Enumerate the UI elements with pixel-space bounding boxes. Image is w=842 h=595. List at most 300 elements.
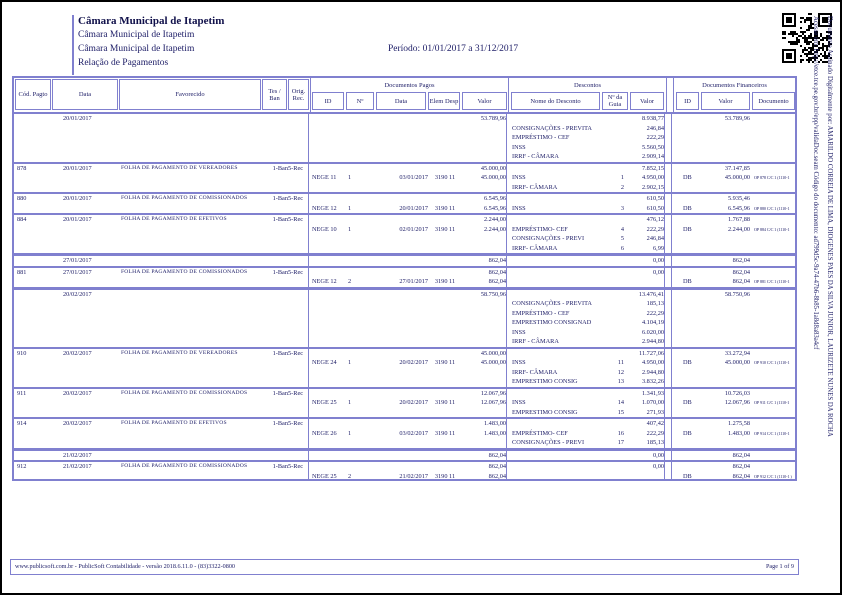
table-line-desconto [14,299,795,309]
cell-descvalor: 0,00 [652,463,664,470]
cell-dpvalor: 1.483,00 [483,429,506,437]
cell-dfdoc [752,377,797,387]
cell-dpelem [428,114,462,124]
cell-dpelem [428,337,462,347]
cell-descnome [509,389,602,399]
report-period: Período: 01/01/2017 a 31/12/2017 [388,44,519,54]
cell-dfdoc [752,419,797,429]
cell-dpid [310,234,346,244]
cell-dpdata [376,408,428,418]
cell-descguia: 11 [617,359,624,366]
cell-descguia [602,215,630,225]
cell-dpelem [428,451,462,461]
cell-dfdoc [752,337,797,347]
cell-descvalor: 0,00 [652,257,664,264]
cell-descguia [602,143,630,153]
cell-dpdata [376,337,428,347]
cell-orig [288,183,310,193]
cell-fav: FOLHA DE PAGAMENTO DE VEREADORES [121,349,238,356]
cell-dpvalor [462,152,509,162]
cell-descvalor [630,277,666,287]
cell-dpid: NEGE 24 [312,359,337,366]
cell-dpdata [376,451,428,461]
cell-descvalor: 610,50 [646,195,664,202]
cell-cod: 878 [17,164,27,172]
header-divider [666,78,667,112]
cell-fav [119,124,262,134]
cell-orig [288,451,310,461]
cell-data [52,183,119,193]
cell-fav [119,398,262,408]
cell-data: 20/02/2017 [63,349,92,357]
cell-descnome: CONSIGNAÇÕES - PREVI [512,439,585,446]
cell-dpdata [376,215,428,225]
cell-dpid [310,152,346,162]
cell-dpid [310,349,346,359]
cell-dfdoc [752,299,797,309]
cell-dfid: DB [683,278,692,285]
cell-cod [14,318,52,328]
cell-dfvalor: 862,04 [732,257,750,264]
cell-dpn: 1 [348,429,352,437]
col-header-desc-nome: Nome do Desconto [511,92,600,110]
cell-data [52,133,119,143]
cell-dpid: NEGE 12 [312,278,337,285]
cell-dpdata [376,164,428,174]
cell-dpdata [376,152,428,162]
cell-dpdata [376,462,428,472]
cell-dpn [346,318,376,328]
cell-dfvalor: 2.244,00 [727,225,750,233]
cell-dpdata [376,114,428,124]
cell-tes [262,328,288,338]
cell-cod [14,408,52,418]
cell-gap [666,194,674,204]
cell-cod [14,183,52,193]
cell-data [52,377,119,387]
cell-dpn [346,438,376,448]
cell-dfdoc [752,124,797,134]
cell-dpid [310,124,346,134]
cell-fav [119,204,262,214]
cell-dpvalor [462,337,509,347]
cell-dfvalor [701,309,752,319]
cell-dfvalor: 5.935,46 [727,195,750,202]
table-header [12,76,797,114]
cell-tes [262,472,288,482]
cell-dfvalor: 45.000,00 [724,174,750,181]
cell-dfvalor [701,143,752,153]
cell-gap [666,204,674,214]
cell-orig [288,377,310,387]
table-line-payment [14,417,795,429]
cell-dfdoc: OP 911 C/C 1 (1110-1 [754,400,790,405]
cell-cod [14,290,52,300]
cell-dpid [310,451,346,461]
cell-dpdata [376,290,428,300]
cell-dfdoc [752,438,797,448]
cell-data: 27/01/2017 [63,268,92,276]
cell-tes [262,143,288,153]
group-header-descontos: Descontos [573,81,602,89]
cell-descguia [602,337,630,347]
cell-data: 27/01/2017 [63,257,92,264]
cell-data: 21/02/2017 [63,463,92,470]
cell-fav [119,309,262,319]
page-footer [10,559,799,575]
cell-tes [262,358,288,368]
cell-gap [666,349,674,359]
cell-gap [666,234,674,244]
cell-dfvalor: 1.767,88 [727,216,750,223]
cell-dfdoc [752,114,797,124]
cell-dpid [310,299,346,309]
cell-descnome: INSS [512,204,526,212]
cell-dfvalor [701,244,752,254]
cell-gap [666,143,674,153]
cell-dfvalor: 862,04 [732,472,750,480]
col-header-df-id: ID [676,92,699,110]
cell-cod: 912 [17,463,27,470]
cell-descguia: 1 [620,174,624,181]
cell-dpdata [376,349,428,359]
cell-descvalor: 6.020,00 [641,328,664,336]
cell-dfid [674,133,701,143]
cell-dpvalor: 2.244,00 [483,225,506,233]
cell-descnome [509,349,602,359]
cell-dpid: NEGE 12 [312,204,337,212]
cell-gap [666,438,674,448]
cell-data [52,299,119,309]
cell-dpdata [376,256,428,266]
cell-dfdoc [752,164,797,174]
table-line-desconto [14,244,795,254]
cell-dfid [674,318,701,328]
cell-descvalor: 222,29 [646,134,664,141]
cell-orig [288,429,310,439]
cell-dfid [674,419,701,429]
cell-dpvalor [462,377,509,387]
table-line-desconto [14,309,795,319]
cell-orig [288,256,310,266]
cell-orig [288,318,310,328]
cell-dfdoc: OP 878 C/C 1 (1110-1 [754,175,790,180]
cell-cod [14,234,52,244]
cell-tes [262,299,288,309]
cell-dfdoc: OP 880 C/C 1 (1110-1 [754,205,790,211]
cell-dfid [674,299,701,309]
cell-dpid: NEGE 26 [312,429,337,437]
cell-fav [119,337,262,347]
cell-cod [14,309,52,319]
header-frame-line [72,15,74,75]
cell-cod [14,173,52,183]
cell-dpelem: 3190 11 [434,278,456,285]
cell-dfvalor [701,133,752,143]
cell-dpelem [428,299,462,309]
cell-tes [262,225,288,235]
cell-descguia: 6 [620,244,624,252]
cell-dfvalor [701,408,752,418]
cell-dpn: 2 [348,472,352,480]
table-line-desconto [14,368,795,378]
col-header-df-doc: Documento [752,92,795,110]
cell-gap [666,290,674,300]
cell-tes [262,398,288,408]
cell-cod [14,438,52,448]
cell-descvalor: 2.909,14 [641,153,664,160]
cell-orig: 5-Rec [288,268,304,276]
col-header-orig-rec: Orig. Rec. [288,79,309,110]
cell-descnome: INSS [512,174,526,181]
cell-dpelem [428,215,462,225]
cell-gap [666,337,674,347]
cell-dpelem: 3190 11 [434,204,456,212]
cell-dpvalor: 45.000,00 [480,359,506,366]
cell-descguia [602,349,630,359]
cell-dpdata [376,368,428,378]
col-header-dp-data: Data [376,92,426,110]
cell-dpvalor: 862,04 [488,278,506,285]
cell-dpelem: 3190 11 [434,359,456,366]
cell-descguia [602,256,630,266]
table-line-desconto [14,152,795,162]
cell-dpn [346,377,376,387]
cell-dfvalor: 1.483,00 [727,429,750,437]
cell-descnome: EMPRESTIMO CONSIGNAD [512,319,592,326]
cell-dfvalor [701,152,752,162]
cell-dfid: DB [683,204,692,212]
cell-dpid [310,337,346,347]
cell-dfid [674,451,701,461]
cell-descnome [509,194,602,204]
cell-dfvalor: 58.750,96 [724,290,750,298]
cell-orig [288,408,310,418]
cell-data: 20/02/2017 [63,420,92,427]
cell-dfid: DB [683,429,692,437]
cell-orig [288,133,310,143]
table-line-desconto [14,408,795,418]
cell-dpvalor: 6.545,96 [483,204,506,212]
cell-dpelem [428,164,462,174]
payments-table [12,76,797,481]
cell-dfid [674,349,701,359]
cell-fav [119,183,262,193]
table-line-payment [14,266,795,278]
cell-dfvalor: 1.275,58 [727,420,750,427]
cell-dpid: NEGE 25 [312,399,337,406]
report-name: Relação de Pagamentos [78,58,169,68]
cell-tes [262,244,288,254]
cell-gap [666,133,674,143]
cell-orig [288,290,310,300]
cell-dpdata: 03/01/2017 [399,174,428,181]
cell-dpvalor: 45.000,00 [480,349,506,357]
cell-fav [119,173,262,183]
cell-descnome: INSS [512,359,526,366]
cell-fav [119,408,262,418]
cell-fav [119,256,262,266]
cell-descvalor: 8.938,77 [641,115,664,122]
cell-tes [262,114,288,124]
cell-tes [262,318,288,328]
cell-descguia [602,318,630,328]
cell-dpn [346,309,376,319]
cell-dfvalor [701,377,752,387]
cell-dfdoc [752,349,797,359]
cell-dfdoc [752,215,797,225]
cell-dpid [310,408,346,418]
cell-orig [288,438,310,448]
cell-dpdata [376,377,428,387]
cell-descguia [602,133,630,143]
cell-dpdata: 20/01/2017 [399,204,428,212]
table-line-documento [14,398,795,408]
cell-cod [14,256,52,266]
cell-descguia [602,462,630,472]
cell-descguia [602,114,630,124]
cell-descvalor: 222,29 [646,429,664,437]
cell-dfvalor [701,234,752,244]
cell-dpelem [428,377,462,387]
cell-dfvalor: 6.545,96 [727,204,750,212]
table-line-documento [14,277,795,287]
cell-dpdata [376,309,428,319]
cell-gap [666,377,674,387]
cell-fav [119,451,262,461]
cell-descguia: 12 [617,368,624,376]
cell-descvalor: 271,93 [646,408,664,416]
cell-gap [666,328,674,338]
cell-dpvalor: 53.789,96 [480,115,506,122]
cell-descnome [509,462,602,472]
cell-descvalor: 6,99 [652,244,664,252]
cell-descvalor: 1.341,93 [641,389,664,397]
cell-dpdata [376,143,428,153]
cell-dfvalor [701,318,752,328]
cell-descvalor: 0,00 [652,451,664,459]
cell-orig: 5-Rec [288,389,304,397]
cell-dfdoc [752,290,797,300]
cell-tes [262,408,288,418]
cell-dpvalor: 862,04 [488,451,506,459]
cell-dfdoc [752,194,797,204]
cell-dpelem [428,244,462,254]
cell-dpn [346,408,376,418]
cell-dpdata [376,299,428,309]
cell-descguia [602,451,630,461]
cell-dfdoc [752,318,797,328]
cell-dfdoc: OP 912 C/C 1 (1110-1 ) [754,473,792,479]
table-line-desconto [14,318,795,328]
cell-descnome [509,290,602,300]
cell-cod: 880 [17,195,27,202]
col-header-dp-valor: Valor [462,92,507,110]
group-header-documentos-financeiros: Documentos Financeiros [702,81,767,89]
cell-fav [119,290,262,300]
cell-dfdoc [752,244,797,254]
cell-dfvalor: 45.000,00 [724,359,750,366]
cell-descnome [509,472,602,482]
entity-subtitle-1: Câmara Municipal de Itapetim [78,30,195,40]
cell-dpn [346,349,376,359]
cell-dfvalor: 12.067,96 [724,399,750,406]
cell-orig [288,358,310,368]
cell-descvalor: 222,29 [646,225,664,233]
col-header-dp-num: Nº [346,92,374,110]
cell-dpn [346,256,376,266]
table-line-documento [14,204,795,214]
cell-data [52,309,119,319]
cell-descguia [602,299,630,309]
cell-fav [119,225,262,235]
cell-dfdoc: OP 884 C/C 1 (1110-1 [754,226,790,232]
header-divider [673,78,674,112]
table-line-payment [14,213,795,225]
cell-dfid [674,152,701,162]
cell-dpelem [428,349,462,359]
cell-dpdata [376,234,428,244]
cell-dfid: DB [683,174,692,181]
cell-dpid [310,256,346,266]
cell-dfdoc: OP 910 C/C 1 (1110-1 [754,360,790,365]
cell-dfid [674,377,701,387]
cell-fav: FOLHA DE PAGAMENTO DE COMISSIONADOS [121,195,248,201]
col-header-dp-elem: Elem Desp [428,92,460,110]
cell-descvalor: 476,12 [646,216,664,223]
cell-dpvalor [462,143,509,153]
cell-dpn [346,337,376,347]
cell-descguia: 2 [620,183,624,191]
cell-dpn [346,368,376,378]
cell-dpdata [376,318,428,328]
cell-cod [14,244,52,254]
cell-dfid [674,389,701,399]
cell-tes [262,438,288,448]
cell-dpn [346,114,376,124]
cell-data [52,318,119,328]
cell-descnome: CONSIGNAÇÕES - PREVITA [512,124,592,132]
cell-descvalor: 13.476,41 [638,290,664,298]
cell-dpn: 1 [348,225,352,233]
cell-tes: 1-Ban [272,420,288,427]
cell-dfid [674,164,701,174]
cell-data: 20/01/2017 [63,115,92,122]
cell-orig [288,204,310,214]
cell-data [52,152,119,162]
cell-descvalor: 5.560,50 [641,143,664,151]
cell-dfid [674,438,701,448]
cell-gap [666,429,674,439]
cell-descvalor: 246,84 [646,235,664,242]
cell-dpid: NEGE 10 [312,225,337,233]
cell-cod [14,472,52,482]
stamp-signers-line: Documento Assinado Digitalmente por: AMARILDO CORREIA DE LIMA, DIOGENES PAES DA SILVA JUNIOR, LAURIZETE NUNES DA ROCHA [826,16,833,437]
cell-descvalor: 3.832,26 [641,378,664,385]
cell-dpdata: 02/01/2017 [399,225,428,233]
cell-dpn [346,328,376,338]
cell-descguia [602,152,630,162]
cell-dpvalor [462,234,509,244]
cell-dfvalor [701,368,752,378]
cell-fav [119,472,262,482]
cell-cod [14,114,52,124]
cell-dpelem [428,152,462,162]
table-line-payment [14,162,795,174]
cell-dpvalor: 45.000,00 [480,174,506,181]
cell-dfdoc [752,451,797,461]
cell-dfid: DB [683,359,692,366]
